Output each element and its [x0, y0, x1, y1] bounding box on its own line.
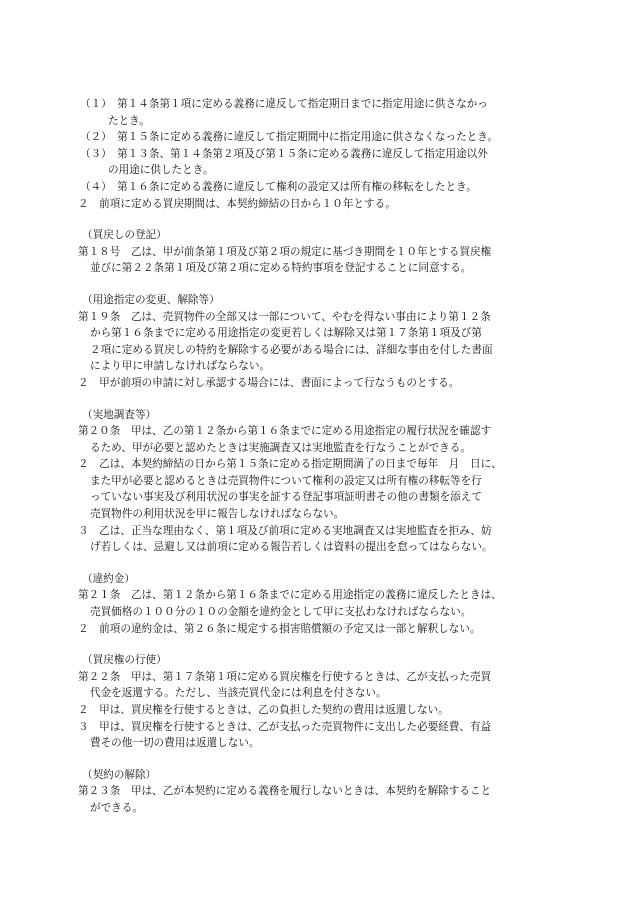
- text-line: により甲に申請しなければならない。: [90, 360, 271, 373]
- text-line: ２ 甲は、買戻権を行使するときは、乙の負担した契約の費用は返還しない。: [78, 704, 449, 716]
- list-item: [78, 179, 568, 196]
- section-title: [78, 652, 568, 669]
- article-clause: [78, 423, 568, 456]
- article-clause: [78, 669, 568, 702]
- text-line: 代金を返還する。ただし、当該売買代金には利息を付さない。: [90, 687, 387, 700]
- text-line: 第２３条 甲は、乙が本契約に定める義務を履行しないときは、本契約を解除すること: [78, 785, 492, 798]
- section-title: [78, 767, 568, 784]
- text-line: （１） 第１４条第１項に定める義務に違反して指定期日までに指定用途に供さなかっ: [80, 98, 488, 110]
- section-gap: [78, 212, 568, 227]
- article-clause: [78, 244, 568, 277]
- text-line: （２） 第１５条に定める義務に違反して指定期間中に指定用途に供さなくなったとき。: [80, 131, 499, 144]
- text-line: （買戻しの登記）: [82, 229, 167, 242]
- text-line: （実地調査等）: [82, 408, 157, 421]
- text-line: るため、甲が必要と認めたときは実施調査又は実地監査を行なうことができる。: [90, 441, 471, 454]
- section-gap: [78, 637, 568, 652]
- section-gap: [78, 277, 568, 292]
- text-line: 第２２条 甲は、第１７条第１項に定める買戻権を行使するときは、乙が支払った売買: [78, 670, 492, 683]
- section-gap: [78, 556, 568, 571]
- article-clause: [78, 456, 568, 522]
- text-line: 売買物件の利用状況を甲に報告しなければならない。: [90, 508, 345, 521]
- text-line: 第２０条 甲は、乙の第１２条から第１６条までに定める用途指定の履行状況を確認す: [78, 425, 492, 438]
- paragraph: [78, 196, 568, 213]
- section-title: [78, 292, 568, 309]
- text-line: （４） 第１６条に定める義務に違反して権利の設定又は所有権の移転をしたとき。: [80, 180, 477, 193]
- text-line: また甲が必要と認めるときは売買物件について権利の設定又は所有権の移転等を行: [90, 474, 482, 487]
- text-line: 第２１条 乙は、第１２条から第１６条までに定める用途指定の義務に違反したときは、: [78, 589, 502, 602]
- text-line: ２ 前項の違約金は、第２６条に規定する損害賠償額の予定又は一部と解釈しない。: [78, 622, 481, 635]
- article-clause: [78, 309, 568, 375]
- list-item: [78, 96, 568, 129]
- text-line: 売買価格の１００分の１０の金額を違約金として甲に支払わなければならない。: [90, 606, 472, 619]
- text-line: たとき。: [108, 114, 150, 127]
- section-gap: [78, 392, 568, 407]
- text-line: ができる。: [90, 801, 143, 814]
- text-line: 第１９条 乙は、売買物件の全部又は一部について、やむを得ない事由により第１２条: [78, 310, 491, 323]
- article-clause: [78, 587, 568, 620]
- text-line: ２ 乙は、本契約締結の日から第１５条に定める指定期間満了の日まで毎年 月 日に、: [78, 458, 502, 471]
- section-title: [78, 227, 568, 244]
- section-title: [78, 407, 568, 424]
- text-line: （契約の解除）: [82, 768, 157, 781]
- paragraph: [78, 621, 568, 638]
- text-line: ２ 前項に定める買戻期間は、本契約締結の日から１０年とする。: [78, 197, 396, 210]
- text-line: っていない事実及び利用状況の事実を証する登記事項証明書その他の書類を添えて: [90, 491, 482, 504]
- text-line: 費その他一切の費用は返還しない。: [90, 737, 260, 750]
- text-line: げ若しくは、忌避し又は前項に定める報告若しくは資料の提出を怠ってはならない。: [90, 541, 493, 554]
- text-line: の用途に供したとき。: [108, 164, 214, 177]
- text-line: （用途指定の変更、解除等）: [82, 293, 220, 306]
- text-line: 並びに第２２条第１項及び第２項に定める特約事項を登記することに同意する。: [90, 262, 472, 275]
- text-line: ３ 乙は、正当な理由なく、第１項及び前項に定める実地調査又は実地監査を拒み、妨: [78, 524, 492, 537]
- text-line: （違約金）: [82, 572, 135, 585]
- text-line: （買戻権の行使）: [82, 654, 167, 667]
- paragraph: [78, 702, 568, 719]
- section-gap: [78, 752, 568, 767]
- section-title: [78, 571, 568, 588]
- article-clause: [78, 719, 568, 752]
- list-item: [78, 129, 568, 146]
- list-item: [78, 146, 568, 179]
- text-line: ２ 甲が前項の申請に対し承認する場合には、書面によって行なうものとする。: [78, 376, 460, 389]
- text-line: ２項に定める買戻しの特約を解除する必要がある場合には、詳細な事由を付した書面: [90, 343, 493, 356]
- article-clause: [78, 783, 568, 816]
- text-line: から第１６条までに定める用途指定の変更若しくは解除又は第１７条第１項及び第: [90, 327, 482, 340]
- text-line: 第１８号 乙は、甲が前条第１項及び第２項の規定に基づき期間を１０年とする買戻権: [78, 245, 492, 258]
- contract-document: [78, 96, 568, 817]
- paragraph: [78, 375, 568, 392]
- text-line: ３ 甲は、買戻権を行使するときは、乙が支払った売買物件に支出した必要経費、有益: [78, 720, 492, 733]
- text-line: （３） 第１３条、第１４条第２項及び第１５条に定める義務に違反して指定用途以外: [80, 147, 488, 160]
- article-clause: [78, 523, 568, 556]
